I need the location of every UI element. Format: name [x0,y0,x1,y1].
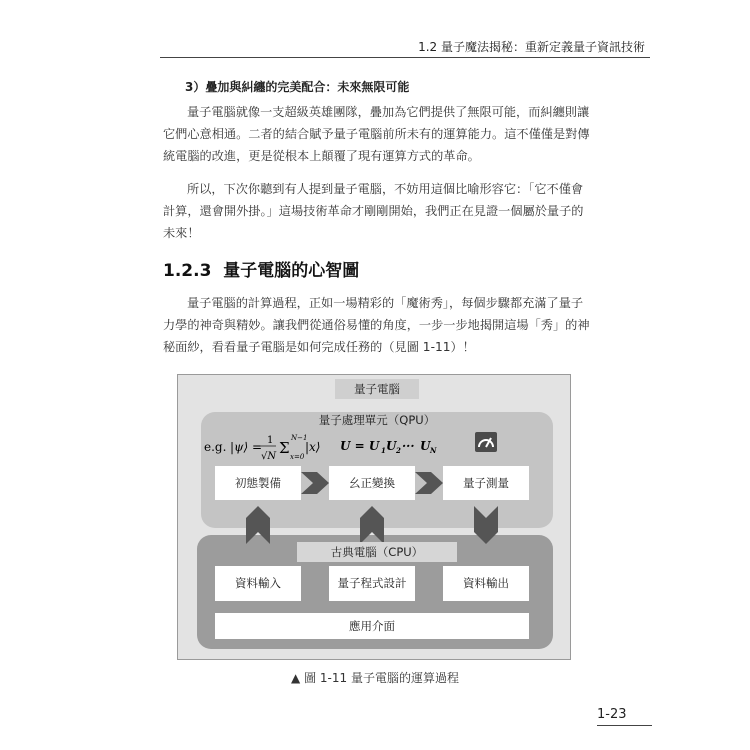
svg-text:2: 2 [396,446,401,455]
paragraph-1: 量子電腦就像一支超級英雄團隊，疊加為它們提供了無限可能，而糾纏則讓它們心意相通。二者的結合賦予量子電腦前所未有的運算能力。這不僅僅是對傳統電腦的改進，更是從根本上顛覆了現有運算方式的革命。 [163,105,590,164]
paragraph-3: 量子電腦的計算過程，正如一場精彩的「魔術秀」，每個步驟都充滿了量子力學的神奇與精妙。讓我們從通俗易懂的角度，一步一步地揭開這場「秀」的神秘面紗，看看量子電腦是如何完成任務的（見圖 1-11）！ [163,296,590,355]
svg-text:|x⟩: |x⟩ [305,440,321,454]
figure-caption: ▲ 圖 1-11 量子電腦的運算過程 [291,671,459,685]
formula-state [204,431,329,468]
subsection-heading: 3）疊加與糾纏的完美配合：未來無限可能 [185,80,410,94]
section-title [163,256,359,281]
svg-text:|ψ⟩ =: |ψ⟩ = [230,440,263,454]
section-number: 1.2.3 [163,261,212,281]
svg-text:x=0: x=0 [290,453,305,461]
page-number: 1-23 [597,707,627,722]
step-unitary-transform: 幺正變換 [329,466,415,500]
cpu-data-input: 資料輸入 [215,566,301,601]
chevron-up-icon [246,506,270,544]
svg-text:√N: √N [261,451,277,462]
svg-text:U: U [386,439,397,453]
cpu-data-output: 資料輸出 [443,566,529,601]
formula-unitary-svg [340,436,450,456]
svg-text:U: U [420,439,431,453]
paragraph-2: 所以，下次你聽到有人提到量子電腦，不妨用這個比喻形容它：「它不僅會計算，還會開外掛。」這場技術革命才剛剛開始，我們正在見證一個屬於量子的未來！ [163,182,584,241]
svg-text:U = U: U = U [340,439,380,453]
header-rule [160,57,650,58]
svg-text:Σ: Σ [279,439,290,457]
chevron-down-icon [474,506,498,544]
section-title-text: 量子電腦的心智圖 [223,261,360,281]
meter-icon [475,432,497,452]
formula-state-svg [204,431,329,465]
figure-title: 量子電腦 [335,379,419,399]
running-header: 1.2 量子魔法揭秘：重新定義量子資訊技術 [418,40,645,54]
meter-icon-svg [475,432,497,452]
formula-unitary [340,436,450,459]
cpu-quantum-programming: 量子程式設計 [329,566,415,601]
svg-text:···: ··· [402,439,415,453]
chevron-arrow-icon [301,472,329,494]
svg-text:1: 1 [381,446,386,455]
svg-text:e.g.: e.g. [204,440,227,454]
cpu-label: 古典電腦（CPU） [297,542,457,562]
svg-text:1: 1 [267,435,274,446]
chevron-arrow-icon [415,472,443,494]
step-measurement: 量子測量 [443,466,529,500]
app-interface-bar: 應用介面 [215,613,529,639]
step-initial-state: 初態製備 [215,466,301,500]
svg-text:N: N [430,446,437,455]
footer-rule [597,725,652,726]
chevron-up-icon [360,506,384,544]
svg-text:N−1: N−1 [291,434,308,442]
qpu-label: 量子處理單元（QPU） [318,413,436,427]
